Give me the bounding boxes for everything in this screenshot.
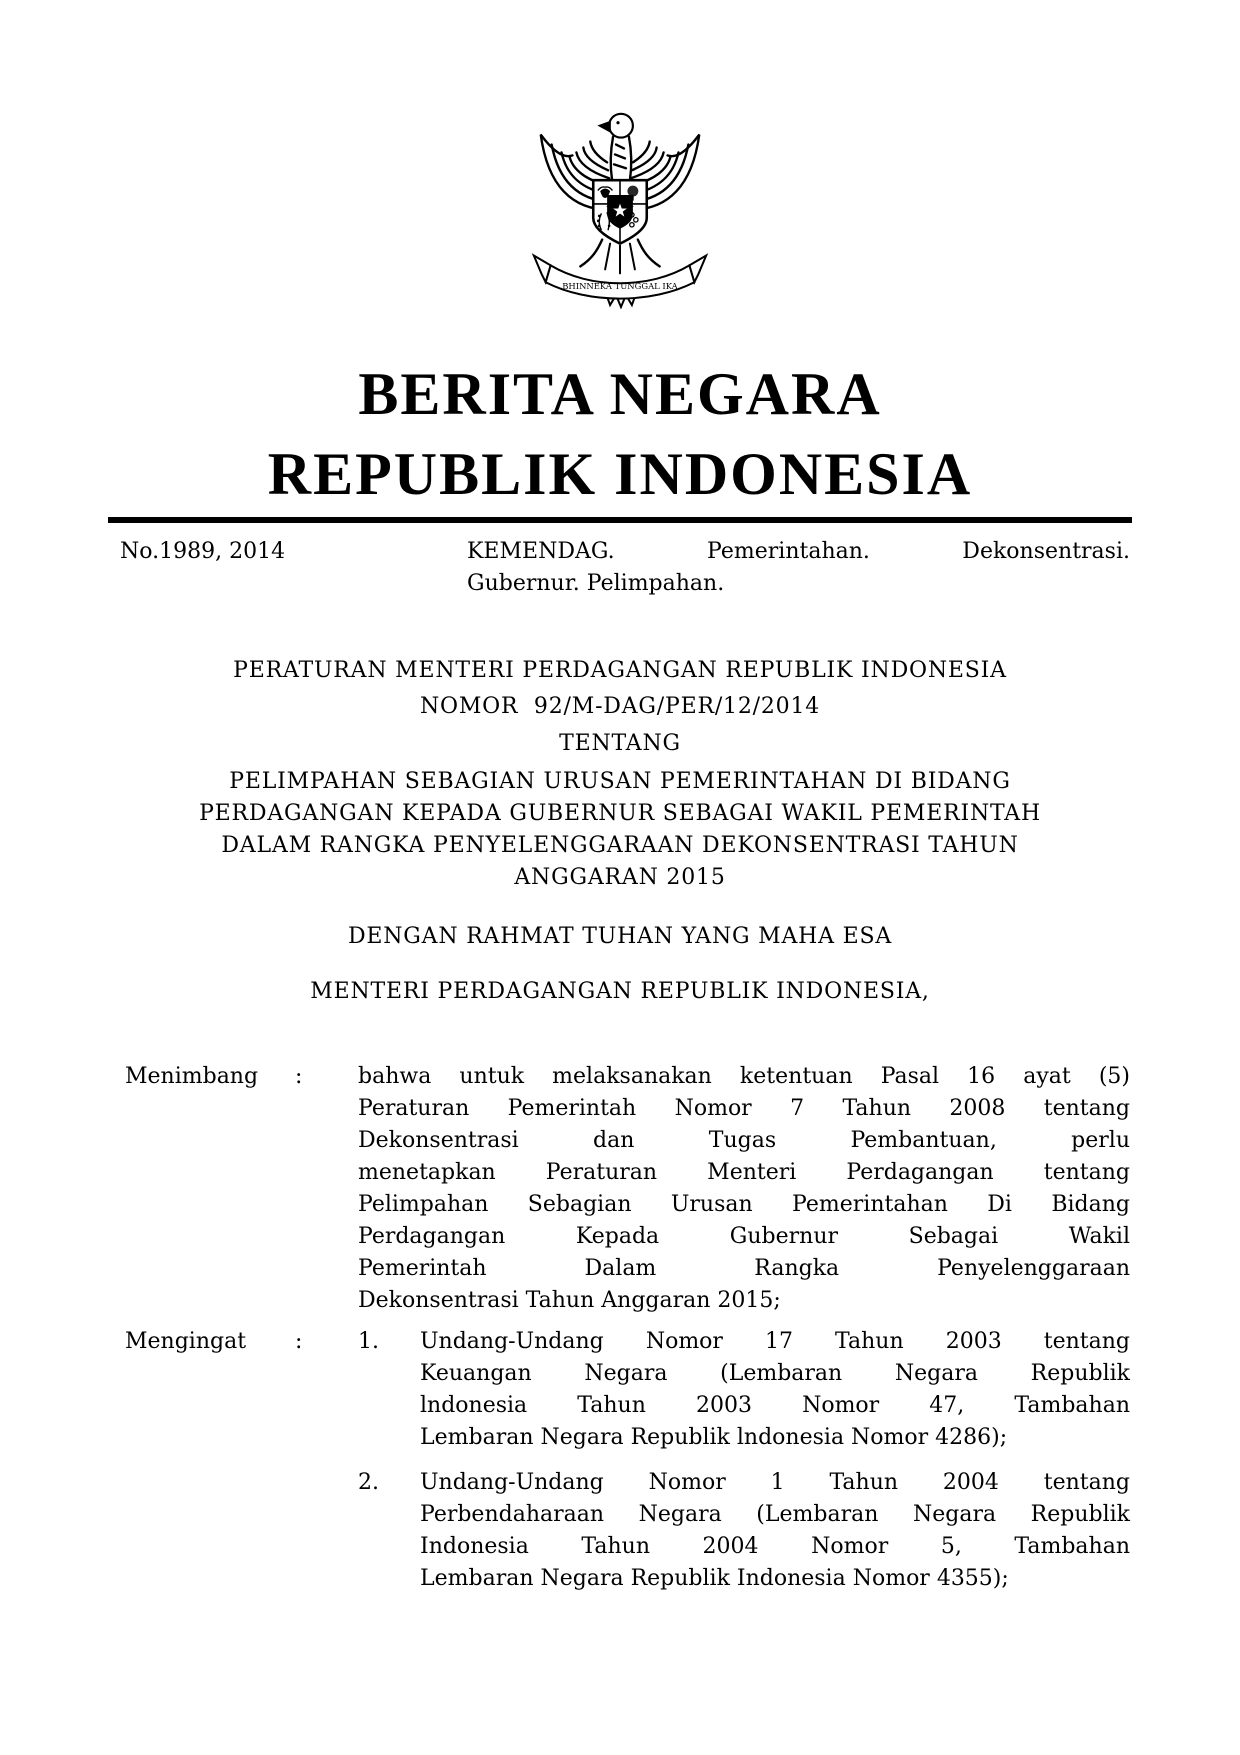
- item-line: Lembaran Negara Republik Indonesia Nomor 4355);: [420, 1566, 1009, 1591]
- menimbang-clause: [125, 1061, 1130, 1317]
- menimbang-line: Perdagangan Kepada Gubernur Sebagai Wakil: [358, 1224, 1130, 1249]
- invocation-line: DENGAN RAHMAT TUHAN YANG MAHA ESA: [347, 924, 893, 949]
- left-leg-icon: [580, 240, 602, 267]
- menimbang-line: Pemerintah Dalam Rangka Penyelenggaraan: [358, 1256, 1130, 1281]
- gazette-number: No.1989, 2014: [120, 539, 286, 564]
- item-line: Lembaran Negara Republik lndonesia Nomor 4286);: [420, 1425, 1008, 1450]
- regulation-heading: PERATURAN MENTERI PERDAGANGAN REPUBLIK INDONESIA: [233, 658, 1007, 683]
- regulation-title-line-2: PERDAGANGAN KEPADA GUBERNUR SEBAGAI WAKIL PEMERINTAH: [199, 801, 1041, 826]
- item-line: Indonesia Tahun 2004 Nomor 5, Tambahan: [420, 1534, 1130, 1559]
- item-line: Keuangan Negara (Lembaran Negara Republik: [420, 1361, 1130, 1386]
- item-line: Undang-Undang Nomor 17 Tahun 2003 tentang: [420, 1329, 1130, 1354]
- mengingat-clause: [125, 1326, 1130, 1595]
- subject-keywords: [467, 536, 1130, 600]
- gazette-title-line-1: BERITA NEGARA: [358, 361, 882, 427]
- legal-basis-item-1: [358, 1326, 1130, 1454]
- menimbang-line: Peraturan Pemerintah Nomor 7 Tahun 2008 tentang: [358, 1096, 1130, 1121]
- authority-line: MENTERI PERDAGANGAN REPUBLIK INDONESIA,: [310, 979, 930, 1004]
- menimbang-line: menetapkan Peraturan Menteri Perdagangan tentang: [358, 1160, 1130, 1185]
- legal-basis-item-2: [358, 1467, 1130, 1595]
- subject-line-1: KEMENDAG. Pemerintahan. Dekonsentrasi.: [467, 539, 1130, 564]
- item-line: Perbendaharaan Negara (Lembaran Negara Republik: [420, 1502, 1130, 1527]
- menimbang-line: bahwa untuk melaksanakan ketentuan Pasal 16 ayat (5): [358, 1064, 1130, 1089]
- regulation-title-line-4: ANGGARAN 2015: [514, 865, 726, 890]
- regulation-title-line-3: DALAM RANGKA PENYELENGGARAAN DEKONSENTRASI TAHUN: [221, 833, 1019, 858]
- item-number: 2.: [358, 1470, 379, 1495]
- item-number: 1.: [358, 1329, 379, 1354]
- pancasila-shield-icon: [593, 180, 647, 243]
- regulation-title-line-1: PELIMPAHAN SEBAGIAN URUSAN PEMERINTAHAN DI BIDANG: [229, 769, 1011, 794]
- menimbang-line: Pelimpahan Sebagian Urusan Pemerintahan Di Bidang: [358, 1192, 1130, 1217]
- item-line: Undang-Undang Nomor 1 Tahun 2004 tentang: [420, 1470, 1130, 1495]
- item-text: [420, 1467, 1130, 1595]
- masthead-divider: [108, 517, 1132, 523]
- mengingat-label: Mengingat: [125, 1329, 247, 1354]
- menimbang-body: [358, 1061, 1130, 1317]
- menimbang-label: Menimbang: [125, 1064, 259, 1089]
- regulation-number: NOMOR 92/M-DAG/PER/12/2014: [419, 694, 821, 719]
- issue-info-row: [120, 536, 1130, 600]
- subject-line-2: Gubernur. Pelimpahan.: [467, 571, 725, 596]
- menimbang-line: Dekonsentrasi dan Tugas Pembantuan, perlu: [358, 1128, 1130, 1153]
- motto-text: BHINNEKA TUNGGAL IKA: [562, 281, 678, 292]
- tail-icon: [605, 244, 635, 274]
- mengingat-colon: :: [295, 1329, 303, 1354]
- mengingat-body: [358, 1326, 1130, 1595]
- regulation-tentang: TENTANG: [559, 731, 681, 756]
- eagle-head-icon: [599, 114, 633, 180]
- menimbang-colon: :: [295, 1064, 303, 1089]
- gazette-title-line-2: REPUBLIK INDONESIA: [267, 441, 973, 507]
- right-leg-icon: [638, 240, 660, 267]
- garuda-pancasila-emblem: [520, 93, 720, 309]
- regulation-title: [0, 766, 1240, 894]
- item-line: lndonesia Tahun 2003 Nomor 47, Tambahan: [420, 1393, 1130, 1418]
- garuda-emblem-graphic: [520, 93, 720, 309]
- item-text: [420, 1326, 1130, 1454]
- gazette-masthead: [0, 354, 1240, 514]
- menimbang-line: Dekonsentrasi Tahun Anggaran 2015;: [358, 1288, 781, 1313]
